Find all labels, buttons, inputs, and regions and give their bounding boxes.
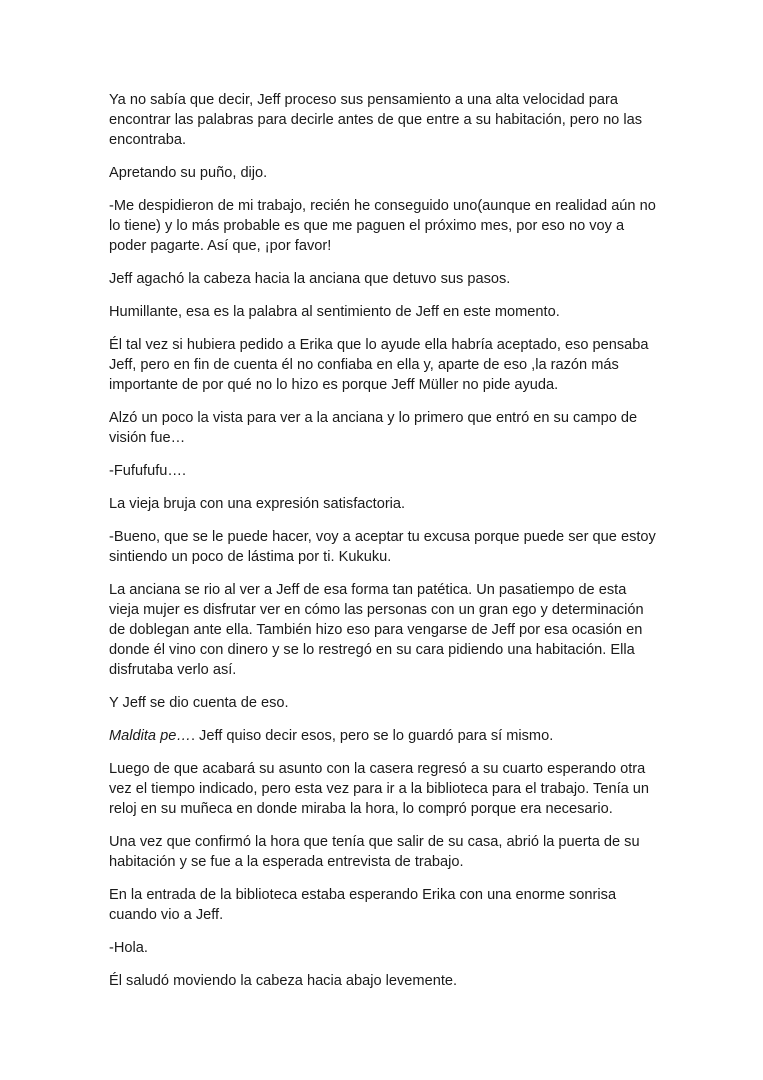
paragraph: Luego de que acabará su asunto con la casera regresó a su cuarto esperando otra vez el tiempo indicado, pero esta vez para ir a la biblioteca para el trabajo. Tenía un reloj en su muñeca en donde miraba la hora, lo compró porque era necesario. (109, 760, 650, 818)
paragraph: La vieja bruja con una expresión satisfactoria. (109, 495, 406, 512)
paragraph-with-italic (109, 726, 657, 746)
paragraph: Él tal vez si hubiera pedido a Erika que lo ayude ella habría aceptado, eso pensaba Jeff, pero en fin de cuenta él no confiaba en ella y, aparte de eso ,la razón más importante de por qué no lo hizo es porque Jeff Müller no pide ayuda. (109, 336, 649, 394)
paragraph: La anciana se rio al ver a Jeff de esa forma tan patética. Un pasatiempo de esta vieja mujer es disfrutar ver en cómo las personas con un gran ego y determinación de doblegan ante ella. También hizo eso para vengarse de Jeff por esa ocasión en donde él vino con dinero y se lo restregó en su cara pidiendo una habitación. Ella disfrutaba verlo así. (109, 581, 644, 679)
paragraph: Alzó un poco la vista para ver a la anciana y lo primero que entró en su campo de visión fue… (109, 410, 638, 447)
paragraph: Él saludó moviendo la cabeza hacia abajo levemente. (109, 972, 458, 989)
paragraph: -Fufufufu…. (109, 463, 187, 479)
paragraph: -Hola. (109, 940, 148, 956)
paragraph: -Bueno, que se le puede hacer, voy a aceptar tu excusa porque puede ser que estoy sintiendo un poco de lástima por ti. Kukuku. (109, 528, 656, 565)
paragraph: Apretando su puño, dijo. (109, 165, 268, 182)
paragraph: Una vez que confirmó la hora que tenía que salir de su casa, abrió la puerta de su habitación y se fue a la esperada entrevista de trabajo. (109, 834, 640, 871)
paragraph: Jeff agachó la cabeza hacia la anciana que detuvo sus pasos. (109, 271, 511, 288)
paragraph: Ya no sabía que decir, Jeff proceso sus pensamiento a una alta velocidad para encontrar las palabras para decirle antes de que entre a su habitación, pero no las encontraba. (109, 92, 643, 149)
paragraph-text: . Jeff quiso decir esos, pero se lo guardó para sí mismo. (190, 728, 554, 744)
document-body (109, 90, 657, 1004)
paragraph: Humillante, esa es la palabra al sentimiento de Jeff en este momento. (109, 304, 560, 320)
paragraph: -Me despidieron de mi trabajo, recién he conseguido uno(aunque en realidad aún no lo tiene) y lo más probable es que me paguen el próximo mes, por eso no voy a poder pagarte. Así que, ¡por favor! (109, 198, 656, 255)
paragraph: Y Jeff se dio cuenta de eso. (109, 695, 289, 712)
paragraph: En la entrada de la biblioteca estaba esperando Erika con una enorme sonrisa cuando vio a Jeff. (109, 887, 617, 924)
italic-thought: Maldita pe… (109, 728, 191, 744)
